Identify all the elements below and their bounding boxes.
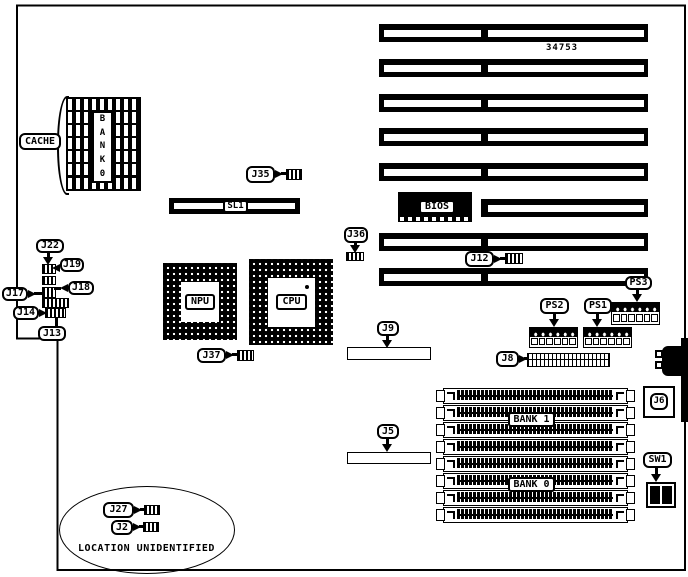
- ps1-power-connector: [583, 327, 632, 348]
- j8-lead: [524, 357, 528, 360]
- j2-connector: [143, 522, 159, 532]
- j12-connector: [505, 253, 523, 264]
- j27-lead: [140, 508, 144, 511]
- j2-label: J2: [111, 520, 133, 535]
- arrow-down-icon: [382, 340, 392, 348]
- cpu-label: CPU: [276, 294, 307, 310]
- pointer-left-icon: [60, 284, 68, 292]
- cache-bank0-vertical-label: [92, 111, 113, 183]
- arrow-down-icon: [592, 319, 602, 327]
- simm-slot-8: [443, 507, 628, 523]
- isa-slot-7: [379, 233, 648, 251]
- simm-slot-5: [443, 456, 628, 472]
- simm-slot-1: [443, 388, 628, 404]
- j37-lead: [232, 353, 237, 356]
- ps1-label: PS1: [584, 298, 612, 314]
- pointer-left-icon: [52, 264, 60, 272]
- pointer-right-icon: [39, 309, 47, 317]
- j5-connector: [347, 452, 431, 464]
- j18-label: J18: [68, 281, 94, 295]
- ps3-label: PS3: [625, 276, 652, 290]
- isa-slot-8: [379, 268, 648, 286]
- simm-slot-7: [443, 490, 628, 506]
- j35-label: J35: [246, 166, 275, 183]
- j17-label: J17: [2, 287, 28, 301]
- npu-label: NPU: [185, 294, 215, 310]
- simm-slot-4: [443, 439, 628, 455]
- j8-label: J8: [496, 351, 519, 367]
- vbank-letter: K: [99, 155, 106, 166]
- j12-lead: [500, 257, 505, 260]
- cache-label: CACHE: [19, 133, 61, 150]
- vbank-letter: A: [99, 127, 106, 138]
- j13-label: J13: [38, 326, 66, 341]
- j36-connector: [346, 252, 364, 261]
- j2-lead: [139, 525, 143, 528]
- jumper-block: [42, 276, 56, 285]
- bios-label: BIOS: [419, 200, 455, 214]
- arrow-down-icon: [350, 245, 360, 253]
- isa-slot-5: [379, 163, 648, 181]
- j9-label: J9: [377, 321, 399, 336]
- j8-pin-header: [527, 353, 610, 367]
- ps3-power-connector: [611, 302, 660, 325]
- vbank-letter: N: [99, 141, 106, 152]
- j14-label: J14: [13, 306, 39, 320]
- cpu-pin1-dot-icon: [305, 285, 309, 289]
- arrow-down-icon: [382, 444, 392, 452]
- j9-connector: [347, 347, 431, 360]
- arrow-down-icon: [632, 294, 642, 302]
- j5-label: J5: [377, 424, 399, 439]
- vbank-letter: 0: [99, 168, 106, 179]
- keyboard-pin-notch: [657, 363, 661, 367]
- j36-label: J36: [344, 227, 368, 243]
- j13-stem: [55, 317, 58, 326]
- isa-slot-6: [481, 199, 648, 217]
- isa-slot-1: [379, 24, 648, 42]
- ps2-power-connector: [529, 327, 578, 348]
- j27-label: J27: [103, 502, 134, 518]
- location-unidentified-text: LOCATION UNIDENTIFIED: [78, 543, 215, 554]
- j27-connector: [144, 505, 160, 515]
- j6-label: J6: [650, 393, 668, 410]
- j37-label: J37: [197, 348, 226, 363]
- ps2-label: PS2: [540, 298, 569, 314]
- sl1-label: SL1: [223, 200, 248, 213]
- j19-label: J19: [60, 258, 84, 272]
- bank0-label: BANK 0: [508, 477, 555, 492]
- j35-lead: [281, 172, 286, 175]
- board-number: 34753: [546, 43, 579, 53]
- keyboard-connector: [662, 346, 686, 376]
- sw1-dip-switch: [646, 482, 676, 508]
- vbank-letter: B: [99, 114, 106, 125]
- isa-slot-2: [379, 59, 648, 77]
- sw1-label: SW1: [643, 452, 672, 468]
- j18-lead: [54, 287, 61, 290]
- j35-connector: [286, 169, 302, 180]
- jumper-block: [42, 298, 69, 308]
- keyboard-pin-notch: [657, 352, 661, 356]
- arrow-down-icon: [549, 319, 559, 327]
- j12-label: J12: [465, 251, 494, 267]
- j17-lead: [34, 292, 42, 295]
- bios-chip-pins: [400, 217, 470, 221]
- arrow-down-icon: [651, 474, 661, 482]
- isa-slot-3: [379, 94, 648, 112]
- isa-slot-4: [379, 128, 648, 146]
- j22-label: J22: [36, 239, 64, 253]
- j37-connector: [237, 350, 254, 361]
- bank1-label: BANK 1: [508, 412, 555, 427]
